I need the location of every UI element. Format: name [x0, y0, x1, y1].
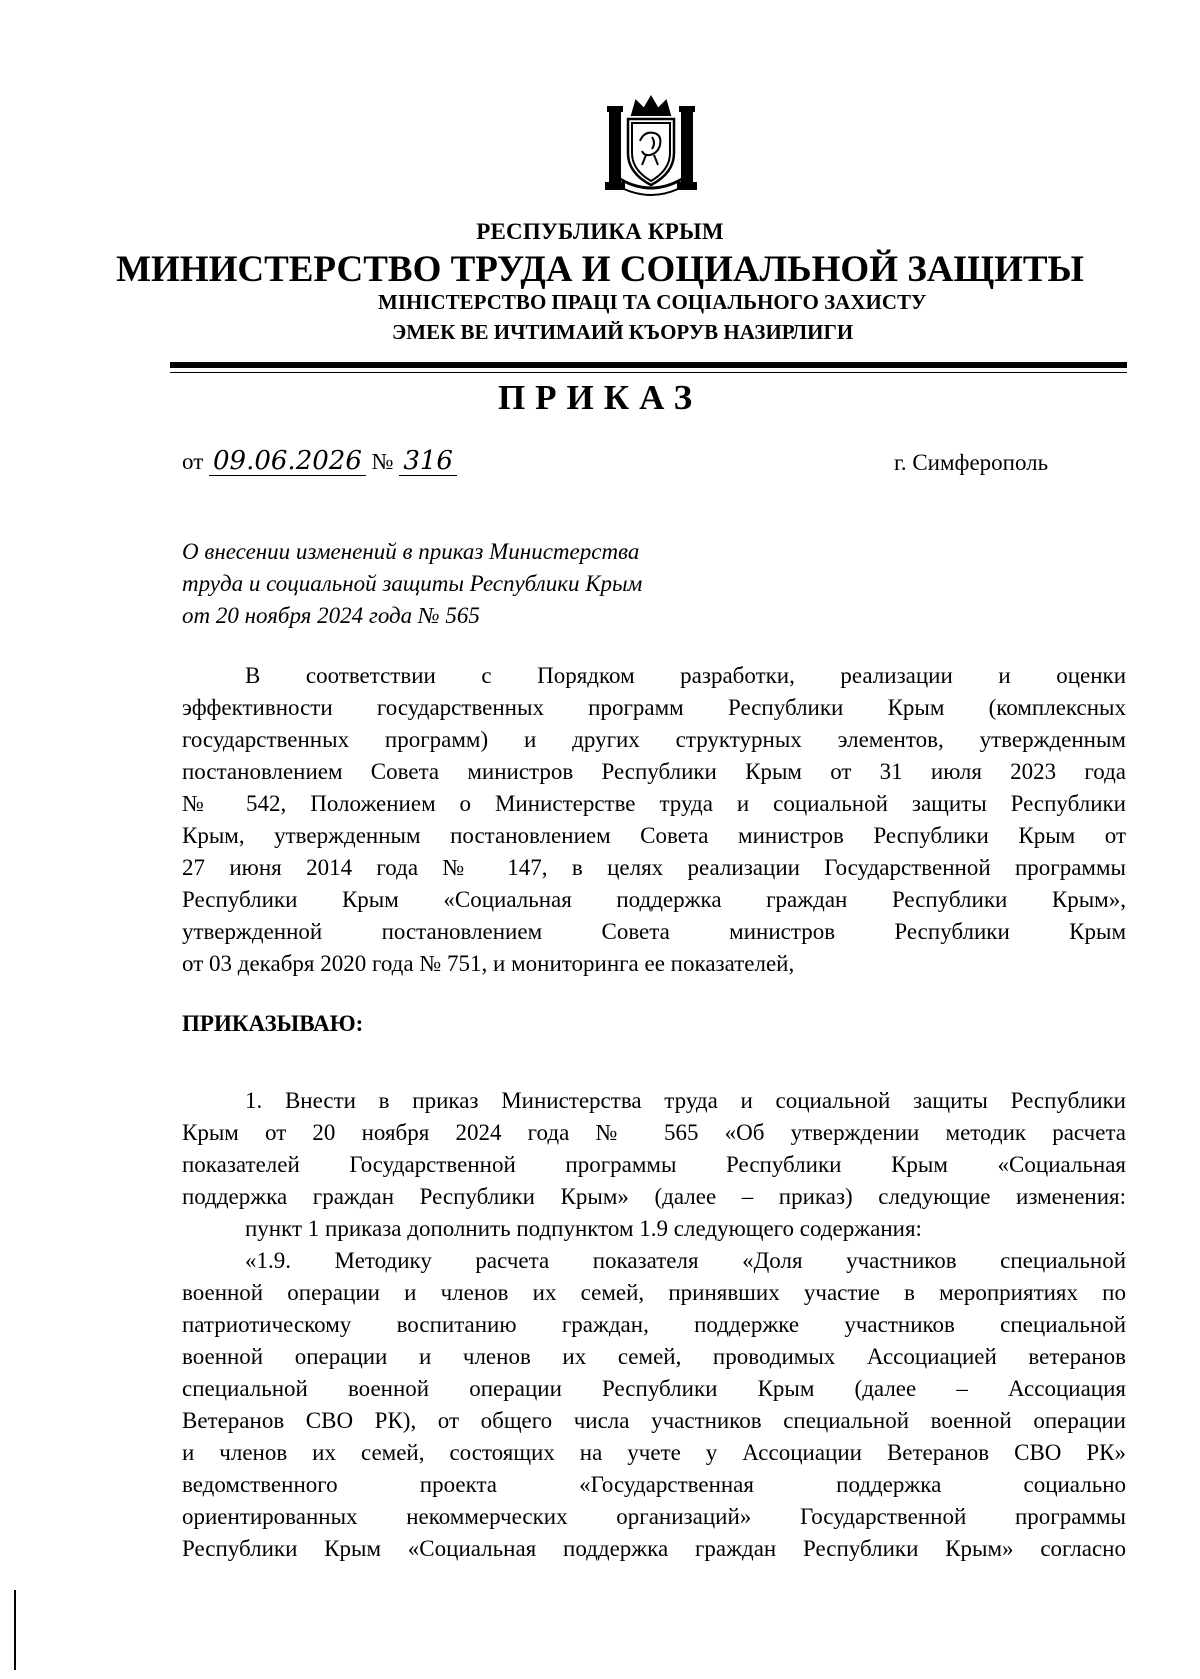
ministry-name: МИНИСТЕРСТВО ТРУДА И СОЦИАЛЬНОЙ ЗАЩИТЫ — [116, 249, 1084, 290]
body-line: поддержка граждан Республики Крым» (далее – приказ) следующие изменения: — [182, 1184, 1126, 1209]
body-line: патриотическому воспитанию граждан, поддержке участников специальной — [182, 1312, 1126, 1337]
body-line: Республики Крым «Социальная поддержка граждан Республики Крым» согласно — [182, 1536, 1126, 1561]
number-prefix: № — [371, 449, 394, 474]
city-name: г. Симферополь — [894, 450, 1049, 475]
document-type-title: ПРИКАЗ — [497, 378, 703, 417]
handwritten-date: 09.06.2026 — [209, 448, 366, 476]
header-divider-thin — [170, 372, 1127, 373]
body-line: военной операции и членов их семей, проводимых Ассоциацией ветеранов — [182, 1344, 1126, 1369]
preamble-line: Крым, утвержденным постановлением Совета министров Республики Крым от — [182, 823, 1126, 848]
ministry-name-ukrainian: МІНІСТЕРСТВО ПРАЦІ ТА СОЦІАЛЬНОГО ЗАХИСТУ — [378, 290, 927, 314]
body-line: специальной военной операции Республики Крым (далее – Ассоциация — [182, 1376, 1126, 1401]
order-directive: ПРИКАЗЫВАЮ: — [182, 1011, 364, 1036]
handwritten-number: 316 — [399, 448, 457, 476]
preamble-line: № 542, Положением о Министерстве труда и социальной защиты Республики — [182, 791, 1126, 816]
preamble-line: государственных программ) и других структурных элементов, утвержденным — [182, 727, 1126, 752]
scan-margin-mark — [14, 1590, 16, 1670]
body-line: ведомственного проекта «Государственная поддержка социально — [182, 1472, 1126, 1497]
document-subject — [182, 536, 642, 632]
body-line: 1. Внести в приказ Министерства труда и социальной защиты Республики — [245, 1088, 1126, 1113]
preamble-line: постановлением Совета министров Республики Крым от 31 июля 2023 года — [182, 759, 1126, 784]
header-divider-thick — [170, 362, 1127, 368]
body-line: пункт 1 приказа дополнить подпунктом 1.9 следующего содержания: — [245, 1216, 922, 1241]
date-prefix: от — [182, 449, 204, 474]
ministry-name-crimean-tatar: ЭМЕК ВЕ ИЧТИМАИЙ КЪОРУВ НАЗИРЛИГИ — [392, 320, 854, 344]
subject-line: от 20 ноября 2024 года № 565 — [182, 603, 480, 628]
body-line: Ветеранов СВО РК), от общего числа участников специальной военной операции — [182, 1408, 1126, 1433]
preamble-line: от 03 декабря 2020 года № 751, и мониторинга ее показателей, — [182, 951, 795, 976]
date-number-line — [182, 448, 457, 476]
preamble-line: утвержденной постановлением Совета министров Республики Крым — [182, 919, 1126, 944]
preamble-line: 27 июня 2014 года № 147, в целях реализации Государственной программы — [182, 855, 1126, 880]
body-line: Крым от 20 ноября 2024 года № 565 «Об утверждении методик расчета — [182, 1120, 1126, 1145]
crimea-coat-of-arms-icon — [602, 93, 700, 199]
subject-line: О внесении изменений в приказ Министерства — [182, 539, 640, 564]
preamble-line: эффективности государственных программ Республики Крым (комплексных — [182, 695, 1126, 720]
body-line: ориентированных некоммерческих организаций» Государственной программы — [182, 1504, 1126, 1529]
body-line: показателей Государственной программы Республики Крым «Социальная — [182, 1152, 1126, 1177]
subject-line: труда и социальной защиты Республики Крым — [182, 571, 643, 596]
body-line: «1.9. Методику расчета показателя «Доля участников специальной — [245, 1248, 1126, 1273]
preamble-line: В соответствии с Порядком разработки, реализации и оценки — [245, 663, 1126, 688]
preamble-line: Республики Крым «Социальная поддержка граждан Республики Крым», — [182, 887, 1126, 912]
republic-name: РЕСПУБЛИКА КРЫМ — [476, 219, 724, 244]
body-line: военной операции и членов их семей, принявших участие в мероприятиях по — [182, 1280, 1126, 1305]
body-line: и членов их семей, состоящих на учете у Ассоциации Ветеранов СВО РК» — [182, 1440, 1126, 1465]
